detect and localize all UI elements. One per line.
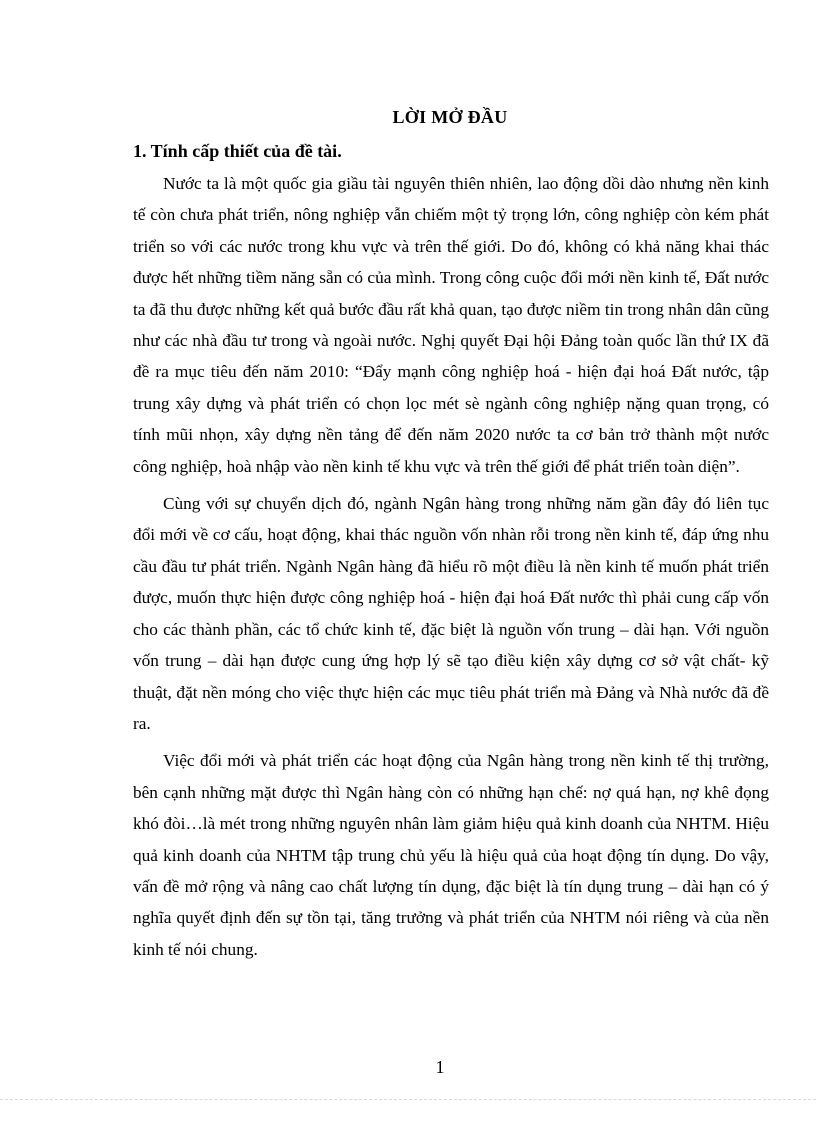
page-number: 1: [435, 1057, 445, 1077]
body-paragraph: Việc đổi mới và phát triển các hoạt động của Ngân hàng trong nền kinh tế thị trường, bên cạnh những mặt được thì Ngân hàng còn có những hạn chế: nợ quá hạn, nợ khê đọng khó đòi…là mét trong những nguyên nhân làm giảm hiệu quả kinh doanh của NHTM. Hiệu quả kinh doanh của NHTM tập trung chủ yếu là hiệu quả của hoạt động tín dụng. Do vậy, vấn đề mở rộng và nâng cao chất lượng tín dụng, đặc biệt là tín dụng trung – dài hạn có ý nghĩa quyết định đến sự tồn tại, tăng trưởng và phát triển của NHTM nói riêng và của nền kinh tế nói chung.: [133, 751, 769, 959]
page-bottom-divider: [0, 1099, 816, 1100]
body-paragraph: Nước ta là một quốc gia giầu tài nguyên thiên nhiên, lao động dồi dào nhưng nền kinh tế còn chưa phát triển, nông nghiệp vẫn chiếm một tỷ trọng lớn, công nghiệp còn kém phát triển so với các nước trong khu vực và trên thế giới. Do đó, không có khả năng khai thác được hết những tiềm năng sẵn có của mình. Trong công cuộc đổi mới nền kinh tế, Đất nước ta đã thu được những kết quả bước đầu rất khả quan, tạo được niềm tin trong nhân dân cũng như các nhà đầu tư trong và ngoài nước. Nghị quyết Đại hội Đảng toàn quốc lần thứ IX đã đề ra mục tiêu đến năm 2010: “Đẩy mạnh công nghiệp hoá - hiện đại hoá Đất nước, tập trung xây dựng và phát triển có chọn lọc mét sè ngành công nghiệp nặng quan trọng, có tính mũi nhọn, xây dựng nền tảng để đến năm 2020 nước ta cơ bản trở thành một nước công nghiệp, hoà nhập vào nền kinh tế khu vực và trên thế giới để phát triển toàn diện”.: [133, 174, 769, 476]
body-paragraph: Cùng với sự chuyển dịch đó, ngành Ngân hàng trong những năm gần đây đó liên tục đổi mới về cơ cấu, hoạt động, khai thác nguồn vốn nhàn rỗi trong nền kinh tế, đáp ứng nhu cầu đầu tư phát triển. Ngành Ngân hàng đã hiểu rõ một điều là nền kinh tế muốn phát triển được, muốn thực hiện được công nghiệp hoá - hiện đại hoá Đất nước thì phải cung cấp vốn cho các thành phần, các tổ chức kinh tế, đặc biệt là nguồn vốn trung – dài hạn. Với nguồn vốn trung – dài hạn được cung ứng hợp lý sẽ tạo điều kiện xây dựng cơ sở vật chất- kỹ thuật, đặt nền móng cho việc thực hiện các mục tiêu phát triển mà Đảng và Nhà nước đã đề ra.: [133, 494, 769, 733]
section-heading: 1. Tính cấp thiết của đề tài.: [133, 141, 342, 161]
document-title: LỜI MỞ ĐẦU: [392, 107, 508, 127]
document-body: [133, 168, 769, 971]
